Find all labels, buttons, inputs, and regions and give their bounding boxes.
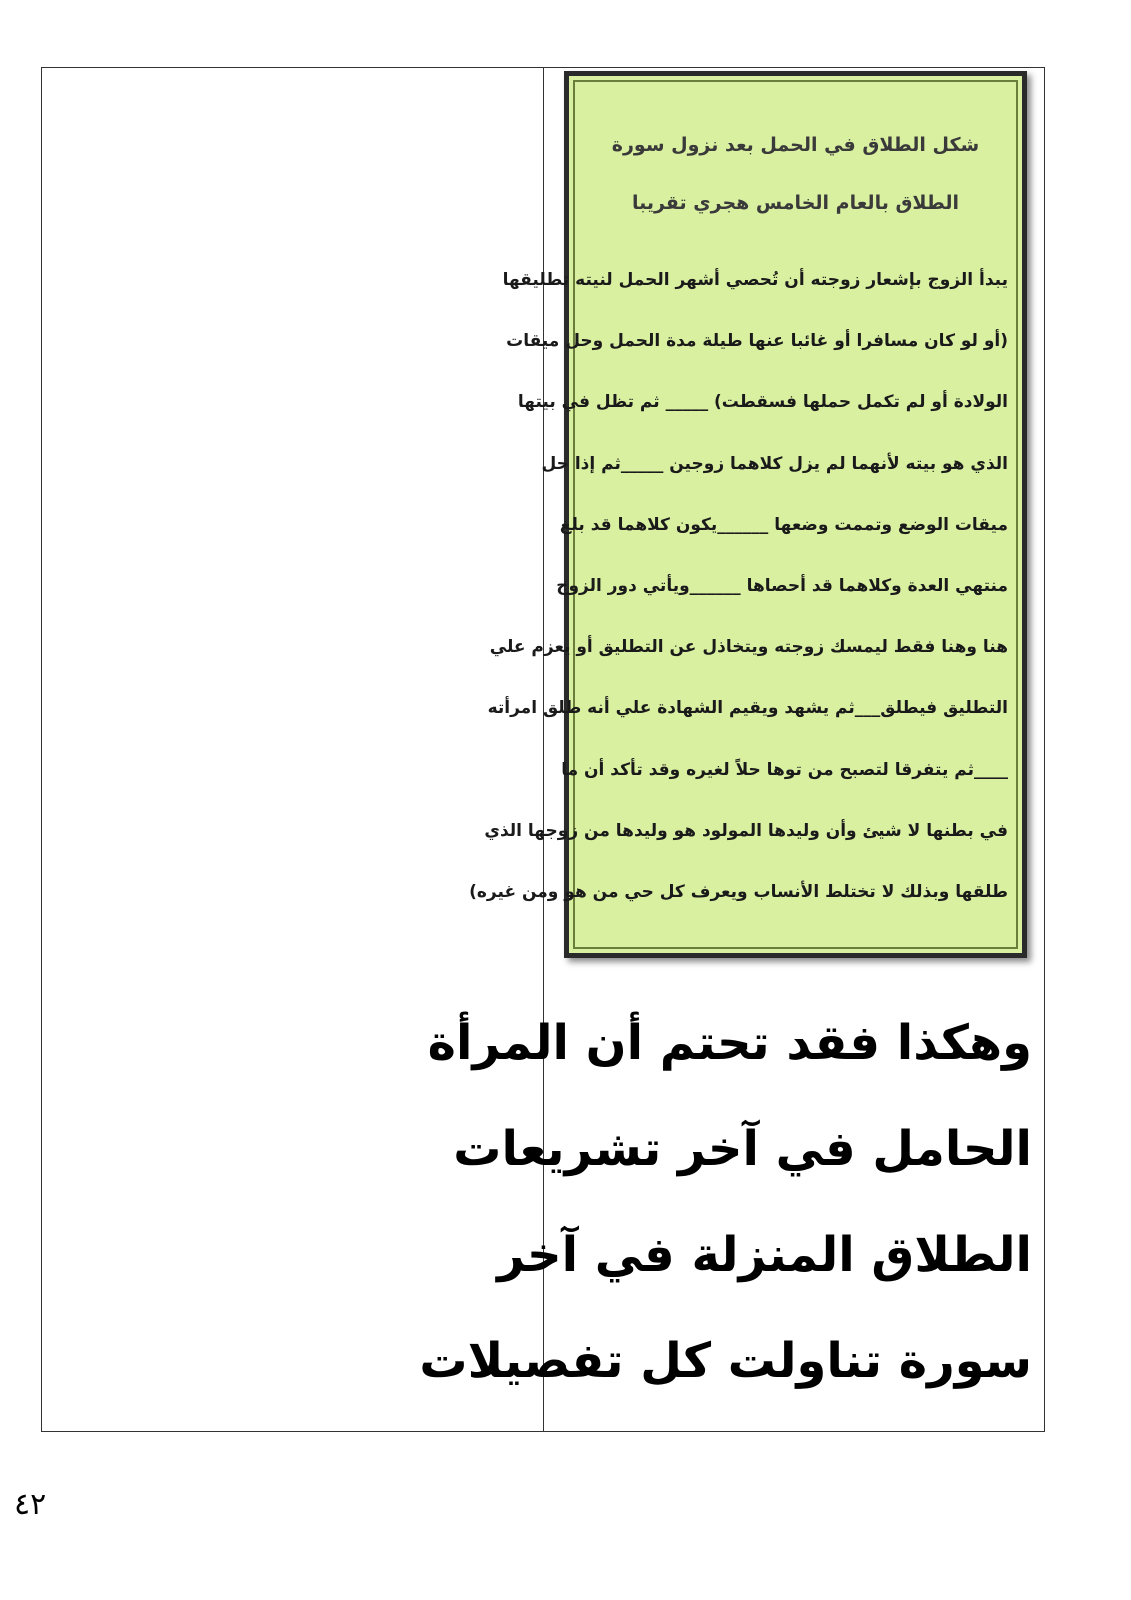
box-line: منتهي العدة وكلاهما قد أحصاها ______ويأتي دور الزوج: [556, 576, 1008, 597]
box-line: يبدأ الزوج بإشعار زوجته أن تُحصي أشهر الحمل لنيته تطليقها: [502, 270, 1008, 290]
page-number: ٤٢: [14, 1487, 47, 1522]
box-title: شكل الطلاق في الحمل بعد نزول سورة الطلاق بالعام الخامس هجري تقريبا: [611, 134, 980, 214]
main-line: وهكذا فقد تحتم أن المرأة: [427, 1015, 1032, 1071]
box-line: الولادة أو لم تكمل حملها فسقطت) _____ ثم تظل في بيتها: [517, 392, 1008, 413]
empty-left-cell: [42, 68, 542, 1431]
main-line: سورة تناولت كل تفصيلات: [419, 1333, 1032, 1389]
green-info-box: [469, 71, 1027, 958]
box-line: ميقات الوضع وتممت وضعها ______يكون كلاهما قد بلغ: [559, 514, 1008, 535]
box-line: (أو لو كان مسافرا أو غائبا عنها طيلة مدة الحمل وحل ميقات: [506, 331, 1008, 352]
main-paragraph: [419, 990, 1032, 1414]
box-line: في بطنها لا شيئ وأن وليدها المولود هو وليدها من زوجها الذي: [484, 820, 1008, 841]
box-line: الذي هو بيته لأنهما لم يزل كلاهما زوجين _____ثم إذا حل: [541, 453, 1008, 474]
box-line: التطليق فيطلق___ثم يشهد ويقيم الشهادة علي أنه طلق امرأته: [487, 698, 1008, 719]
box-line: هنا وهنا فقط ليمسك زوجته ويتخاذل عن التطليق أو يعزم علي: [489, 637, 1008, 658]
box-line: ____ثم يتفرقا لتصبح من توها حلاً لغيره وقد تأكد أن ما: [561, 759, 1008, 780]
main-line: الحامل في آخر تشريعات: [453, 1121, 1032, 1177]
box-line: طلقها وبذلك لا تختلط الأنساب ويعرف كل حي من هو ومن غيره): [469, 882, 1008, 903]
box-body: [469, 250, 1008, 923]
main-line: الطلاق المنزلة في آخر: [497, 1227, 1032, 1283]
page-table: [41, 67, 1045, 1432]
content-cell: [419, 68, 1044, 1431]
